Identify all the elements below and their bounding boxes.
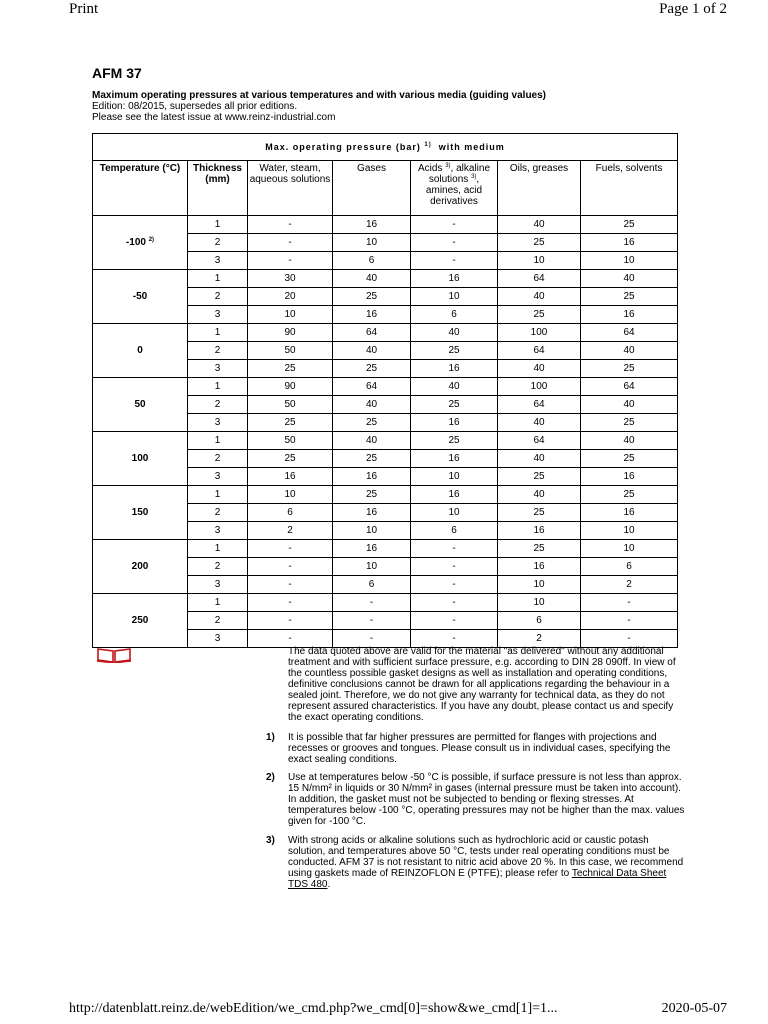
col-header-temperature: Temperature (°C) xyxy=(93,161,188,216)
pressure-cell: 2 xyxy=(498,630,581,648)
pressure-cell: 10 xyxy=(333,522,411,540)
pressure-cell: - xyxy=(411,576,498,594)
pressure-cell: 25 xyxy=(581,216,678,234)
pressure-cell: 25 xyxy=(581,486,678,504)
pressure-cell: 40 xyxy=(411,324,498,342)
pressure-cell: - xyxy=(581,594,678,612)
pressure-cell: 40 xyxy=(333,432,411,450)
pressure-cell: 16 xyxy=(411,360,498,378)
pressure-cell: 25 xyxy=(411,342,498,360)
pressure-cell: 25 xyxy=(498,504,581,522)
pressure-cell: 30 xyxy=(248,270,333,288)
pressure-cell: - xyxy=(581,630,678,648)
tds-480-link[interactable]: Technical Data Sheet TDS 480 xyxy=(288,868,667,890)
thickness-cell: 3 xyxy=(188,306,248,324)
pressure-cell: 20 xyxy=(248,288,333,306)
print-date: 2020-05-07 xyxy=(661,1001,727,1016)
print-footer xyxy=(0,1000,768,1024)
thickness-cell: 2 xyxy=(188,396,248,414)
pressure-cell: 40 xyxy=(498,360,581,378)
pressure-cell: 25 xyxy=(581,450,678,468)
pressure-cell: 16 xyxy=(498,522,581,540)
pressure-cell: 16 xyxy=(498,558,581,576)
pressure-cell: 16 xyxy=(333,216,411,234)
pressure-cell: 2 xyxy=(581,576,678,594)
pressure-cell: 25 xyxy=(248,414,333,432)
pressure-cell: - xyxy=(248,630,333,648)
thickness-cell: 2 xyxy=(188,234,248,252)
website-line: Please see the latest issue at www.reinz-industrial.com xyxy=(92,112,336,123)
pressure-cell: 90 xyxy=(248,378,333,396)
col-header-thickness: Thickness (mm) xyxy=(188,161,248,216)
temperature-cell: 0 xyxy=(93,324,188,378)
pressure-cell: 6 xyxy=(411,522,498,540)
pressure-cell: 25 xyxy=(498,468,581,486)
table-row xyxy=(93,216,678,234)
pressure-cell: - xyxy=(248,216,333,234)
thickness-cell: 3 xyxy=(188,576,248,594)
table-row xyxy=(93,270,678,288)
pressure-cell: - xyxy=(248,540,333,558)
temperature-cell: 250 xyxy=(93,594,188,648)
pressure-table xyxy=(92,133,678,648)
pressure-cell: - xyxy=(333,612,411,630)
thickness-cell: 1 xyxy=(188,270,248,288)
pressure-cell: 16 xyxy=(333,540,411,558)
pressure-cell: 16 xyxy=(411,450,498,468)
pressure-cell: 25 xyxy=(333,450,411,468)
pressure-cell: 10 xyxy=(411,504,498,522)
thickness-cell: 3 xyxy=(188,522,248,540)
pressure-cell: 2 xyxy=(248,522,333,540)
pressure-cell: 10 xyxy=(248,306,333,324)
pressure-cell: 40 xyxy=(581,396,678,414)
pressure-cell: - xyxy=(411,612,498,630)
thickness-cell: 2 xyxy=(188,288,248,306)
thickness-cell: 2 xyxy=(188,342,248,360)
pressure-cell: 40 xyxy=(581,342,678,360)
pressure-cell: 40 xyxy=(333,342,411,360)
pressure-cell: 25 xyxy=(333,486,411,504)
document-title: AFM 37 xyxy=(92,65,142,81)
thickness-cell: 1 xyxy=(188,486,248,504)
pressure-cell: 25 xyxy=(333,360,411,378)
pressure-cell: 10 xyxy=(333,234,411,252)
pressure-cell: 16 xyxy=(581,468,678,486)
temperature-cell: 50 xyxy=(93,378,188,432)
thickness-cell: 2 xyxy=(188,612,248,630)
table-body xyxy=(93,216,678,648)
pressure-cell: - xyxy=(248,594,333,612)
disclaimer-text: The data quoted above are valid for the material "as delivered" without any additional treatment and with sufficient surface pressure, e.g. according to DIN 28 090ff. In view of the countless possible gasket designs as well as installation and operating conditions, definitive conclusions cannot be drawn for all applications regarding the behaviour in a sealed joint. Therefore, we do not give any warranty for technical data, as they do not represent assured characteristics. If you have any doubt, please contact us and specify the exact operating conditions. xyxy=(288,646,676,723)
temperature-cell: 200 xyxy=(93,540,188,594)
pressure-cell: - xyxy=(411,540,498,558)
pressure-cell: - xyxy=(333,630,411,648)
pressure-cell: 90 xyxy=(248,324,333,342)
pressure-cell: - xyxy=(333,594,411,612)
pressure-cell: - xyxy=(581,612,678,630)
pressure-cell: 25 xyxy=(581,360,678,378)
pressure-cell: - xyxy=(411,252,498,270)
pressure-cell: 10 xyxy=(411,468,498,486)
thickness-cell: 1 xyxy=(188,540,248,558)
pressure-cell: 16 xyxy=(333,504,411,522)
col-header-acids: Acids $^{3)}$, alkaline solutions $^{3)}$, amines, acid derivatives xyxy=(411,161,498,216)
pressure-cell: 25 xyxy=(498,306,581,324)
thickness-cell: 3 xyxy=(188,252,248,270)
document-subtitle: Maximum operating pressures at various temperatures and with various media (guiding values) xyxy=(92,90,547,101)
pressure-cell: 10 xyxy=(581,522,678,540)
thickness-cell: 3 xyxy=(188,630,248,648)
pressure-cell: 10 xyxy=(581,540,678,558)
col-header-oils: Oils, greases xyxy=(498,161,581,216)
pressure-cell: 40 xyxy=(498,414,581,432)
pressure-cell: 100 xyxy=(498,324,581,342)
thickness-cell: 2 xyxy=(188,450,248,468)
pressure-cell: 40 xyxy=(581,270,678,288)
pressure-cell: 10 xyxy=(248,486,333,504)
pressure-cell: 40 xyxy=(411,378,498,396)
thickness-cell: 1 xyxy=(188,378,248,396)
pressure-cell: 16 xyxy=(581,504,678,522)
thickness-cell: 2 xyxy=(188,558,248,576)
print-header xyxy=(0,0,768,22)
col-header-gases: Gases xyxy=(333,161,411,216)
pressure-cell: 50 xyxy=(248,432,333,450)
temperature-cell: -100 $^{2)}$ xyxy=(93,216,188,270)
pressure-cell: 25 xyxy=(581,288,678,306)
temperature-cell: 100 xyxy=(93,432,188,486)
pressure-cell: 40 xyxy=(498,216,581,234)
temperature-cell: -50 xyxy=(93,270,188,324)
pressure-cell: 40 xyxy=(333,270,411,288)
pressure-cell: 25 xyxy=(248,360,333,378)
book-icon xyxy=(96,647,132,663)
col-header-fuels: Fuels, solvents xyxy=(581,161,678,216)
pressure-cell: 64 xyxy=(581,378,678,396)
pressure-cell: 64 xyxy=(333,378,411,396)
pressure-cell: 40 xyxy=(498,450,581,468)
page-indicator: Page 1 of 2 xyxy=(659,1,727,17)
pressure-cell: - xyxy=(411,234,498,252)
pressure-cell: - xyxy=(248,558,333,576)
pressure-cell: - xyxy=(411,558,498,576)
pressure-cell: 10 xyxy=(411,288,498,306)
pressure-cell: 10 xyxy=(333,558,411,576)
pressure-cell: 40 xyxy=(333,396,411,414)
pressure-cell: 40 xyxy=(498,288,581,306)
pressure-cell: 25 xyxy=(498,234,581,252)
pressure-cell: 64 xyxy=(333,324,411,342)
pressure-cell: 25 xyxy=(581,414,678,432)
pressure-cell: - xyxy=(248,576,333,594)
pressure-cell: 16 xyxy=(581,306,678,324)
pressure-cell: 16 xyxy=(411,270,498,288)
thickness-cell: 1 xyxy=(188,216,248,234)
thickness-cell: 1 xyxy=(188,432,248,450)
thickness-cell: 1 xyxy=(188,594,248,612)
edition-line: Edition: 08/2015, supersedes all prior editions. xyxy=(92,101,298,112)
pressure-cell: - xyxy=(411,630,498,648)
pressure-cell: 25 xyxy=(411,432,498,450)
pressure-cell: 10 xyxy=(498,252,581,270)
pressure-cell: 16 xyxy=(411,414,498,432)
pressure-cell: 6 xyxy=(498,612,581,630)
table-row xyxy=(93,594,678,612)
pressure-cell: 16 xyxy=(411,486,498,504)
pressure-cell: 10 xyxy=(498,576,581,594)
thickness-cell: 3 xyxy=(188,360,248,378)
pressure-cell: 16 xyxy=(248,468,333,486)
pressure-cell: 16 xyxy=(333,306,411,324)
pressure-cell: 25 xyxy=(248,450,333,468)
pressure-cell: 16 xyxy=(333,468,411,486)
pressure-cell: 64 xyxy=(498,396,581,414)
pressure-cell: 50 xyxy=(248,396,333,414)
table-row xyxy=(93,378,678,396)
table-row xyxy=(93,540,678,558)
pressure-cell: 25 xyxy=(498,540,581,558)
temperature-cell: 150 xyxy=(93,486,188,540)
pressure-cell: 25 xyxy=(333,414,411,432)
table-row xyxy=(93,432,678,450)
pressure-cell: - xyxy=(248,612,333,630)
pressure-cell: 25 xyxy=(333,288,411,306)
pressure-cell: 6 xyxy=(411,306,498,324)
pressure-cell: 64 xyxy=(581,324,678,342)
print-label: Print xyxy=(69,1,99,17)
pressure-cell: 100 xyxy=(498,378,581,396)
pressure-cell: 6 xyxy=(333,576,411,594)
thickness-cell: 1 xyxy=(188,324,248,342)
table-row xyxy=(93,324,678,342)
pressure-cell: - xyxy=(248,252,333,270)
pressure-cell: 6 xyxy=(248,504,333,522)
table-row xyxy=(93,486,678,504)
pressure-cell: 64 xyxy=(498,270,581,288)
pressure-cell: 40 xyxy=(498,486,581,504)
pressure-cell: 6 xyxy=(581,558,678,576)
col-header-water: Water, steam, aqueous solutions xyxy=(248,161,333,216)
pressure-cell: 16 xyxy=(581,234,678,252)
thickness-cell: 3 xyxy=(188,414,248,432)
pressure-cell: - xyxy=(248,234,333,252)
table-caption: Max. operating pressure (bar) $^{1)}$ with medium xyxy=(93,134,678,161)
pressure-cell: 10 xyxy=(498,594,581,612)
pressure-cell: - xyxy=(411,594,498,612)
thickness-cell: 3 xyxy=(188,468,248,486)
pressure-cell: 40 xyxy=(581,432,678,450)
pressure-cell: 50 xyxy=(248,342,333,360)
thickness-cell: 2 xyxy=(188,504,248,522)
source-url: http://datenblatt.reinz.de/webEdition/we_cmd.php?we_cmd[0]=show&we_cmd[1]=1... xyxy=(69,1001,558,1016)
pressure-cell: 10 xyxy=(581,252,678,270)
pressure-cell: 64 xyxy=(498,432,581,450)
pressure-cell: - xyxy=(411,216,498,234)
pressure-cell: 25 xyxy=(411,396,498,414)
pressure-cell: 64 xyxy=(498,342,581,360)
pressure-cell: 6 xyxy=(333,252,411,270)
